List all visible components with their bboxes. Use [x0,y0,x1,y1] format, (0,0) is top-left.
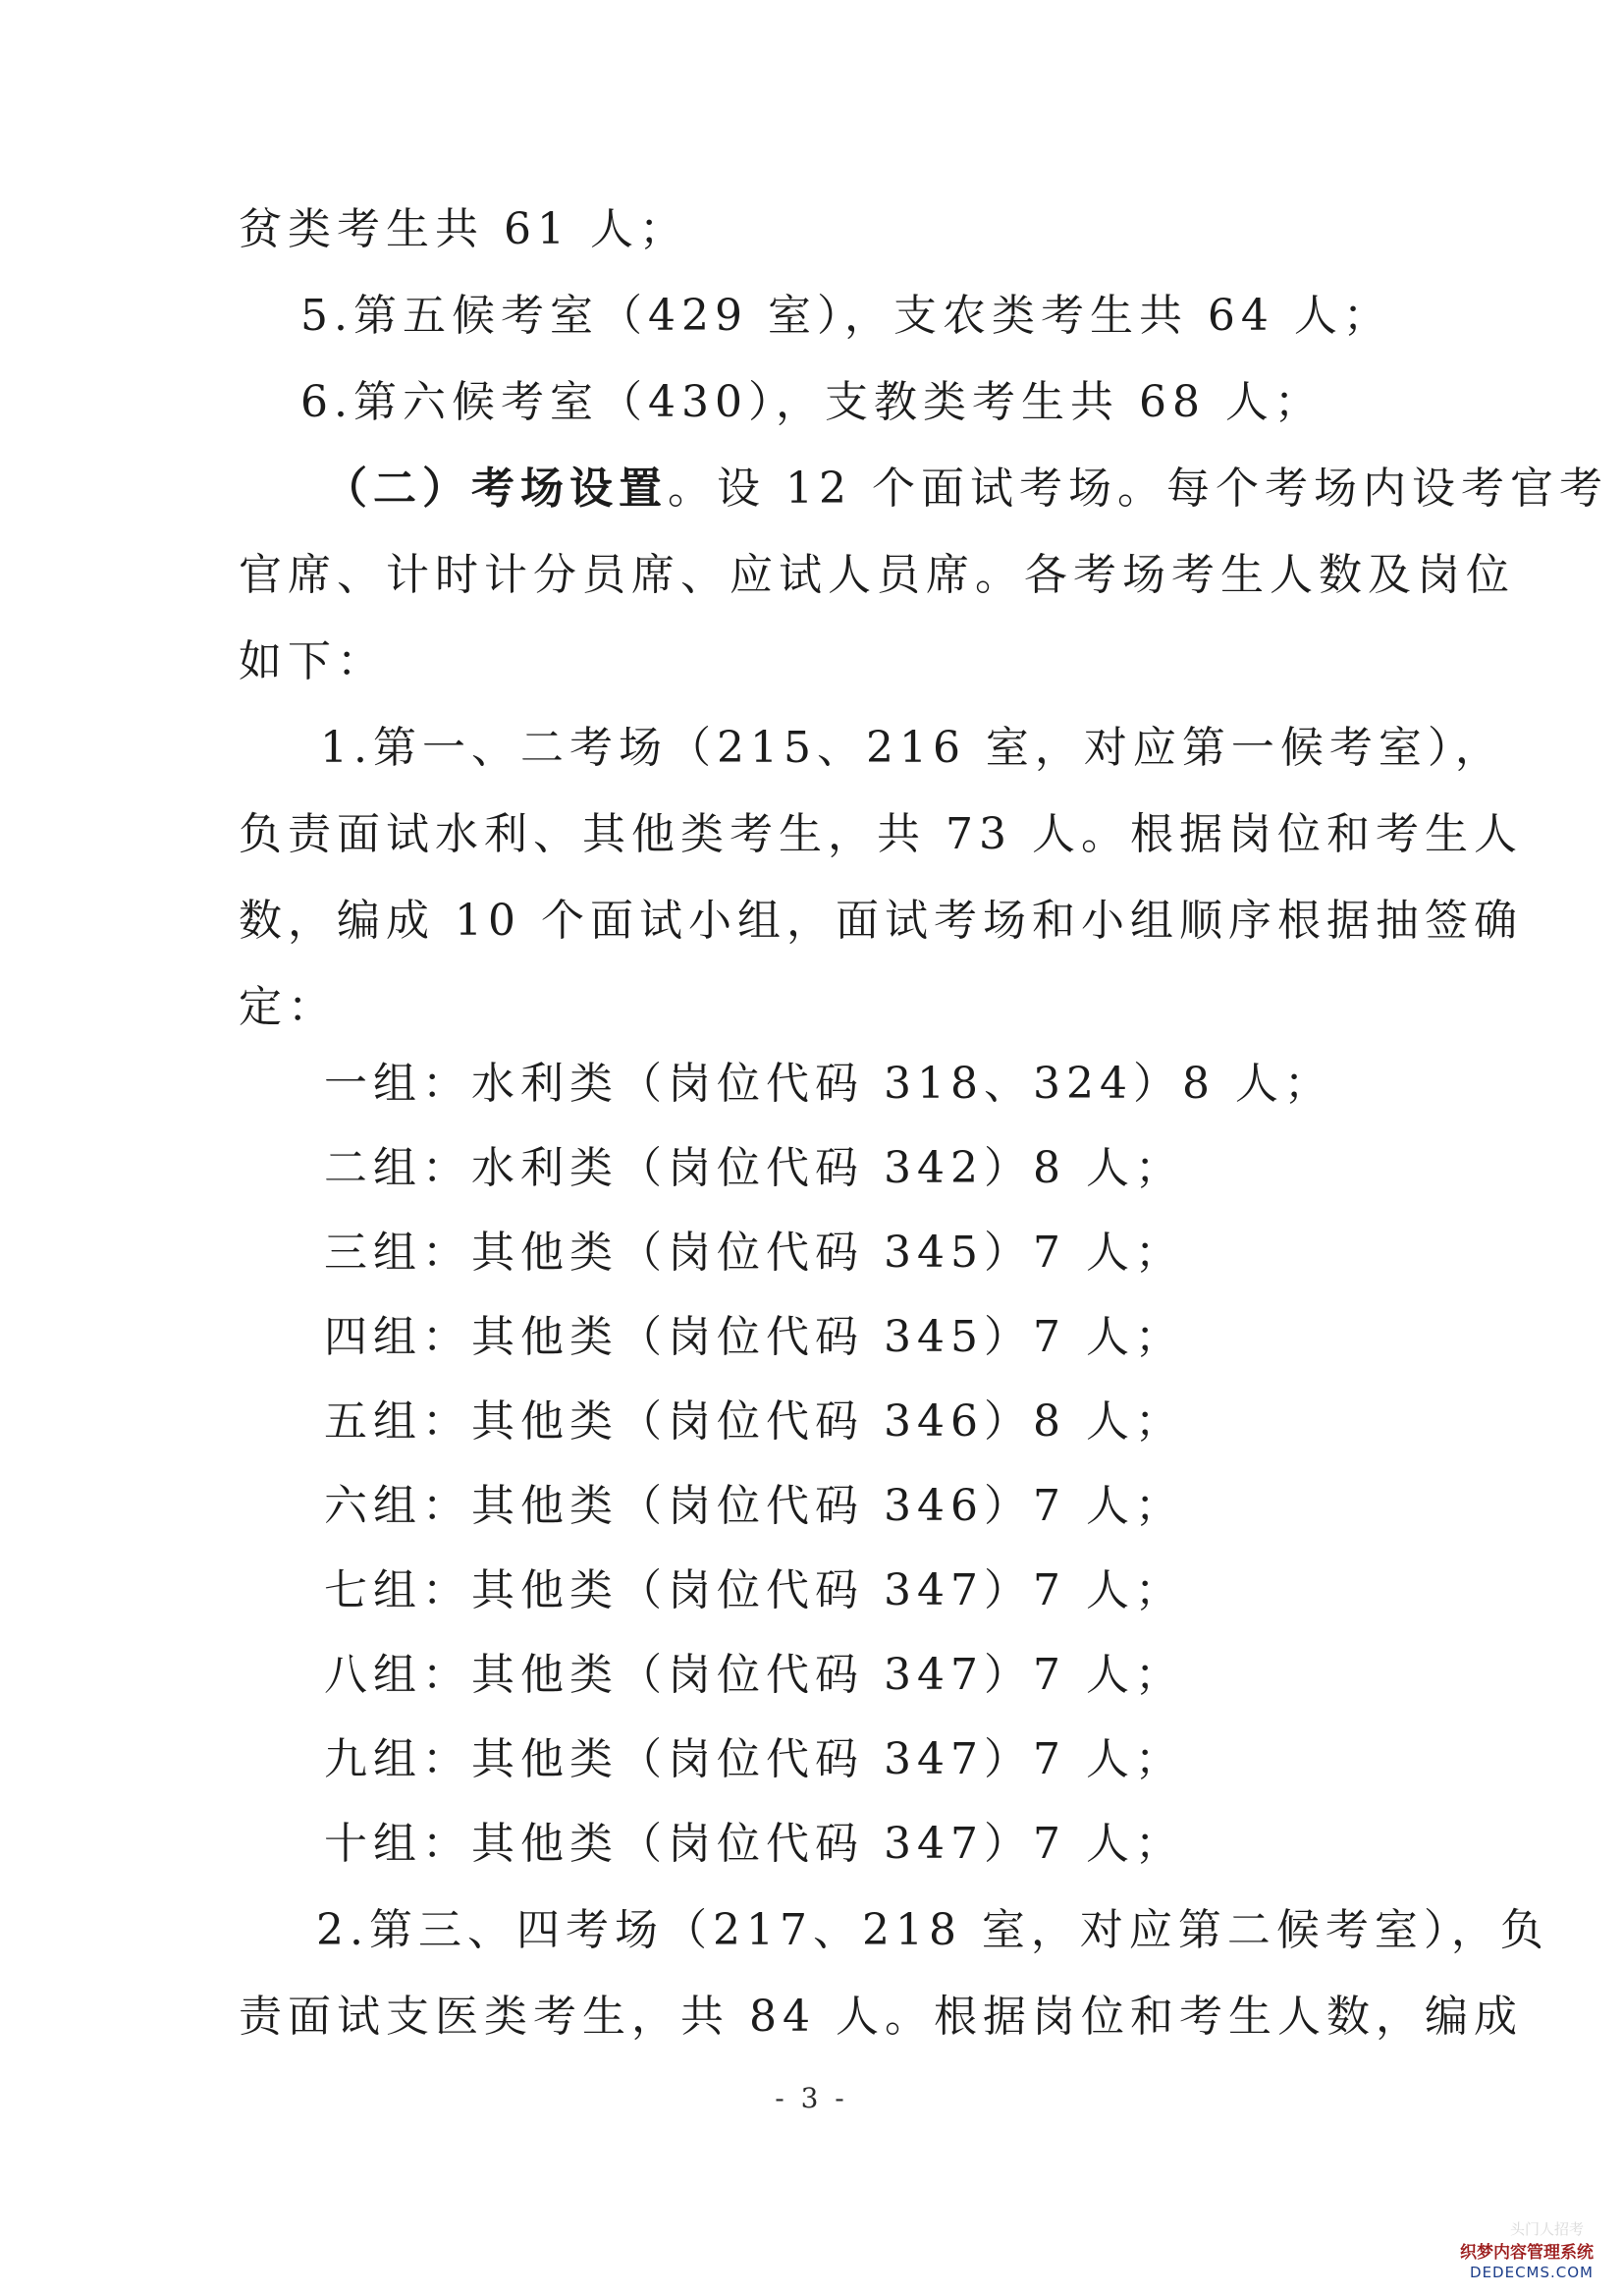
paragraph-line: 官席、计时计分员席、应试人员席。各考场考生人数及岗位 [239,550,1515,600]
watermark-text-cn: 织梦内容管理系统 [1460,2243,1594,2263]
paragraph-line: 责面试支医类考生，共 84 人。根据岗位和考生人数，编成 [239,1992,1523,2042]
group-item: 十组：其他类（岗位代码 347）7 人； [324,1819,1184,1869]
section-heading-line [324,462,1608,517]
group-item: 九组：其他类（岗位代码 347）7 人； [324,1734,1184,1784]
group-item: 六组：其他类（岗位代码 346）7 人； [324,1481,1184,1531]
group-item: 三组：其他类（岗位代码 345）7 人； [324,1228,1184,1278]
paragraph-line: 5.第五候考室（429 室），支农类考生共 64 人； [300,291,1392,341]
group-item: 八组：其他类（岗位代码 347）7 人； [324,1650,1184,1700]
paragraph-line: 2.第三、四考场（217、218 室，对应第二候考室），负 [316,1905,1549,1955]
paragraph-line: 1.第一、二考场（215、216 室，对应第一候考室）， [320,723,1504,773]
paragraph-line: 如下： [239,636,386,686]
paragraph-line: 数，编成 10 个面试小组，面试考场和小组顺序根据抽签确 [239,896,1523,946]
group-item: 七组：其他类（岗位代码 347）7 人； [324,1565,1184,1615]
watermark-logo [1407,2243,1594,2282]
group-item: 五组：其他类（岗位代码 346）8 人； [324,1396,1184,1447]
paragraph-line: 负责面试水利、其他类考生，共 73 人。根据岗位和考生人 [239,809,1523,859]
section-heading: （二）考场设置 [324,464,668,514]
page-number: - 3 - [775,2082,848,2114]
paragraph-line: 6.第六候考室（430），支教类考生共 68 人； [300,377,1324,427]
paragraph-line: 定： [239,982,337,1032]
section-text: 。设 12 个面试考场。每个考场内设考官考 [668,464,1608,514]
group-item: 四组：其他类（岗位代码 345）7 人； [324,1312,1184,1362]
group-item: 一组：水利类（岗位代码 318、324）8 人； [324,1059,1333,1109]
watermark-text-en: DEDECMS.COM [1470,2264,1594,2281]
group-item: 二组：水利类（岗位代码 342）8 人； [324,1143,1184,1193]
faint-watermark: 头门人招考 [1509,2220,1584,2238]
paragraph-line: 贫类考生共 61 人； [239,204,688,254]
